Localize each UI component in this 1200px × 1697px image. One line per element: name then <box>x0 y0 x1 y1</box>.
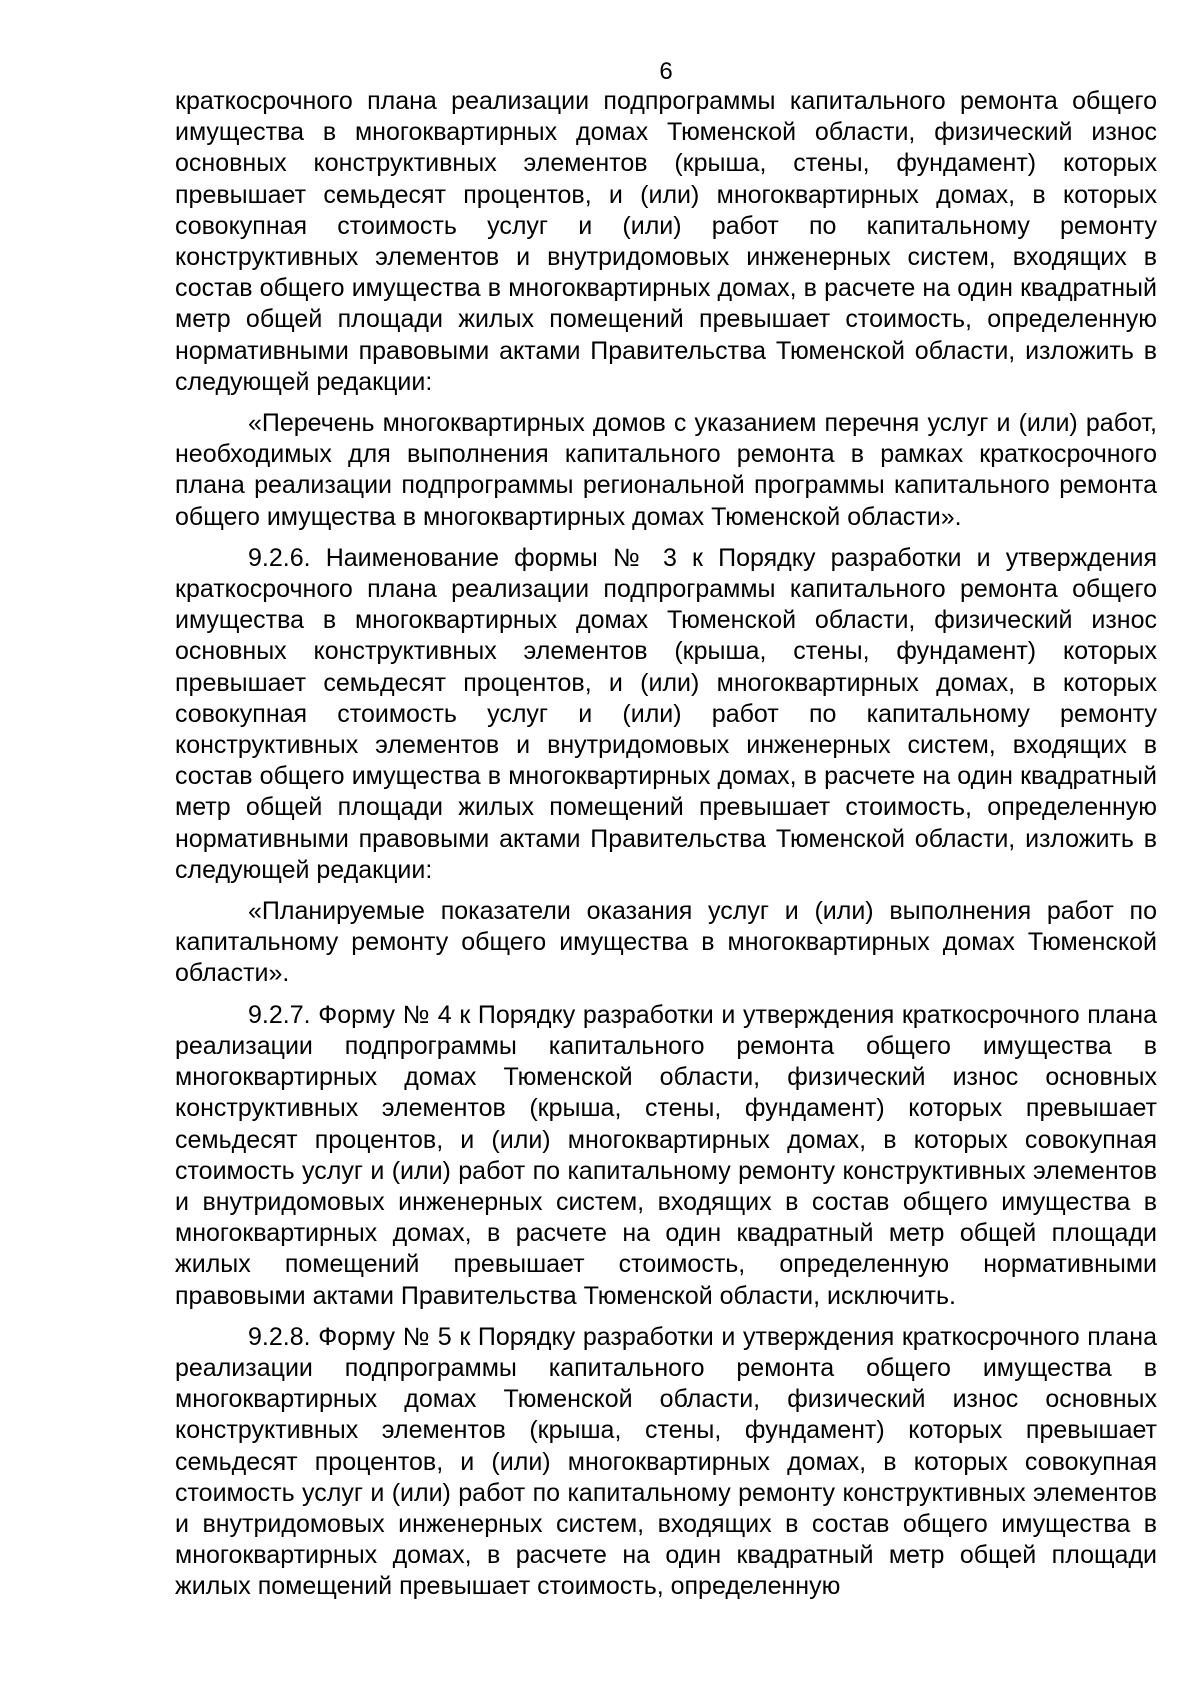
document-body <box>175 86 1157 1613</box>
page-number: 6 <box>659 58 673 85</box>
paragraph-9-2-7: 9.2.7. Форму № 4 к Порядку разработки и утверждения краткосрочного плана реализации подпрограммы капитального ремонта общего имущества в многоквартирных домах Тюменской области, физический износ основных конструктивных элементов (крыша, стены, фундамент) которых превышает семьдесят процентов, и (или) многоквартирных домах, в которых совокупная стоимость услуг и (или) работ по капитальному ремонту конструктивных элементов и внутридомовых инженерных систем, входящих в состав общего имущества в многоквартирных домах, в расчете на один квадратный метр общей площади жилых помещений превышает стоимость, определенную нормативными правовыми актами Правительства Тюменской области, исключить. <box>175 1000 1157 1310</box>
paragraph-9-2-6: 9.2.6. Наименование формы № 3 к Порядку разработки и утверждения краткосрочного плана реализации подпрограммы капитального ремонта общего имущества в многоквартирных домах Тюменской области, физический износ основных конструктивных элементов (крыша, стены, фундамент) которых превышает семьдесят процентов, и (или) многоквартирных домах, в которых совокупная стоимость услуг и (или) работ по капитальному ремонту конструктивных элементов и внутридомовых инженерных систем, входящих в состав общего имущества в многоквартирных домах, в расчете на один квадратный метр общей площади жилых помещений превышает стоимость, определенную нормативными правовыми актами Правительства Тюменской области, изложить в следующей редакции: <box>175 543 1157 884</box>
paragraph-continuation: краткосрочного плана реализации подпрограммы капитального ремонта общего имущества в многоквартирных домах Тюменской области, физический износ основных конструктивных элементов (крыша, стены, фундамент) которых превышает семьдесят процентов, и (или) многоквартирных домах, в которых совокупная стоимость услуг и (или) работ по капитальному ремонту конструктивных элементов и внутридомовых инженерных систем, входящих в состав общего имущества в многоквартирных домах, в расчете на один квадратный метр общей площади жилых помещений превышает стоимость, определенную нормативными правовыми актами Правительства Тюменской области, изложить в следующей редакции: <box>175 87 1157 396</box>
paragraph-9-2-8: 9.2.8. Форму № 5 к Порядку разработки и утверждения краткосрочного плана реализации подпрограммы капитального ремонта общего имущества в многоквартирных домах Тюменской области, физический износ основных конструктивных элементов (крыша, стены, фундамент) которых превышает семьдесят процентов, и (или) многоквартирных домах, в которых совокупная стоимость услуг и (или) работ по капитальному ремонту конструктивных элементов и внутридомовых инженерных систем, входящих в состав общего имущества в многоквартирных домах, в расчете на один квадратный метр общей площади жилых помещений превышает стоимость, определенную <box>175 1322 1157 1601</box>
paragraph-quote-list-title: «Перечень многоквартирных домов с указанием перечня услуг и (или) работ, необходимых для выполнения капитального ремонта в рамках краткосрочного плана реализации подпрограммы региональной программы капитального ремонта общего имущества в многоквартирных домах Тюменской области». <box>175 409 1157 531</box>
paragraph-quote-indicators-title: «Планируемые показатели оказания услуг и (или) выполнения работ по капитальному ремонту общего имущества в многоквартирных домах Тюменской области». <box>175 897 1157 988</box>
